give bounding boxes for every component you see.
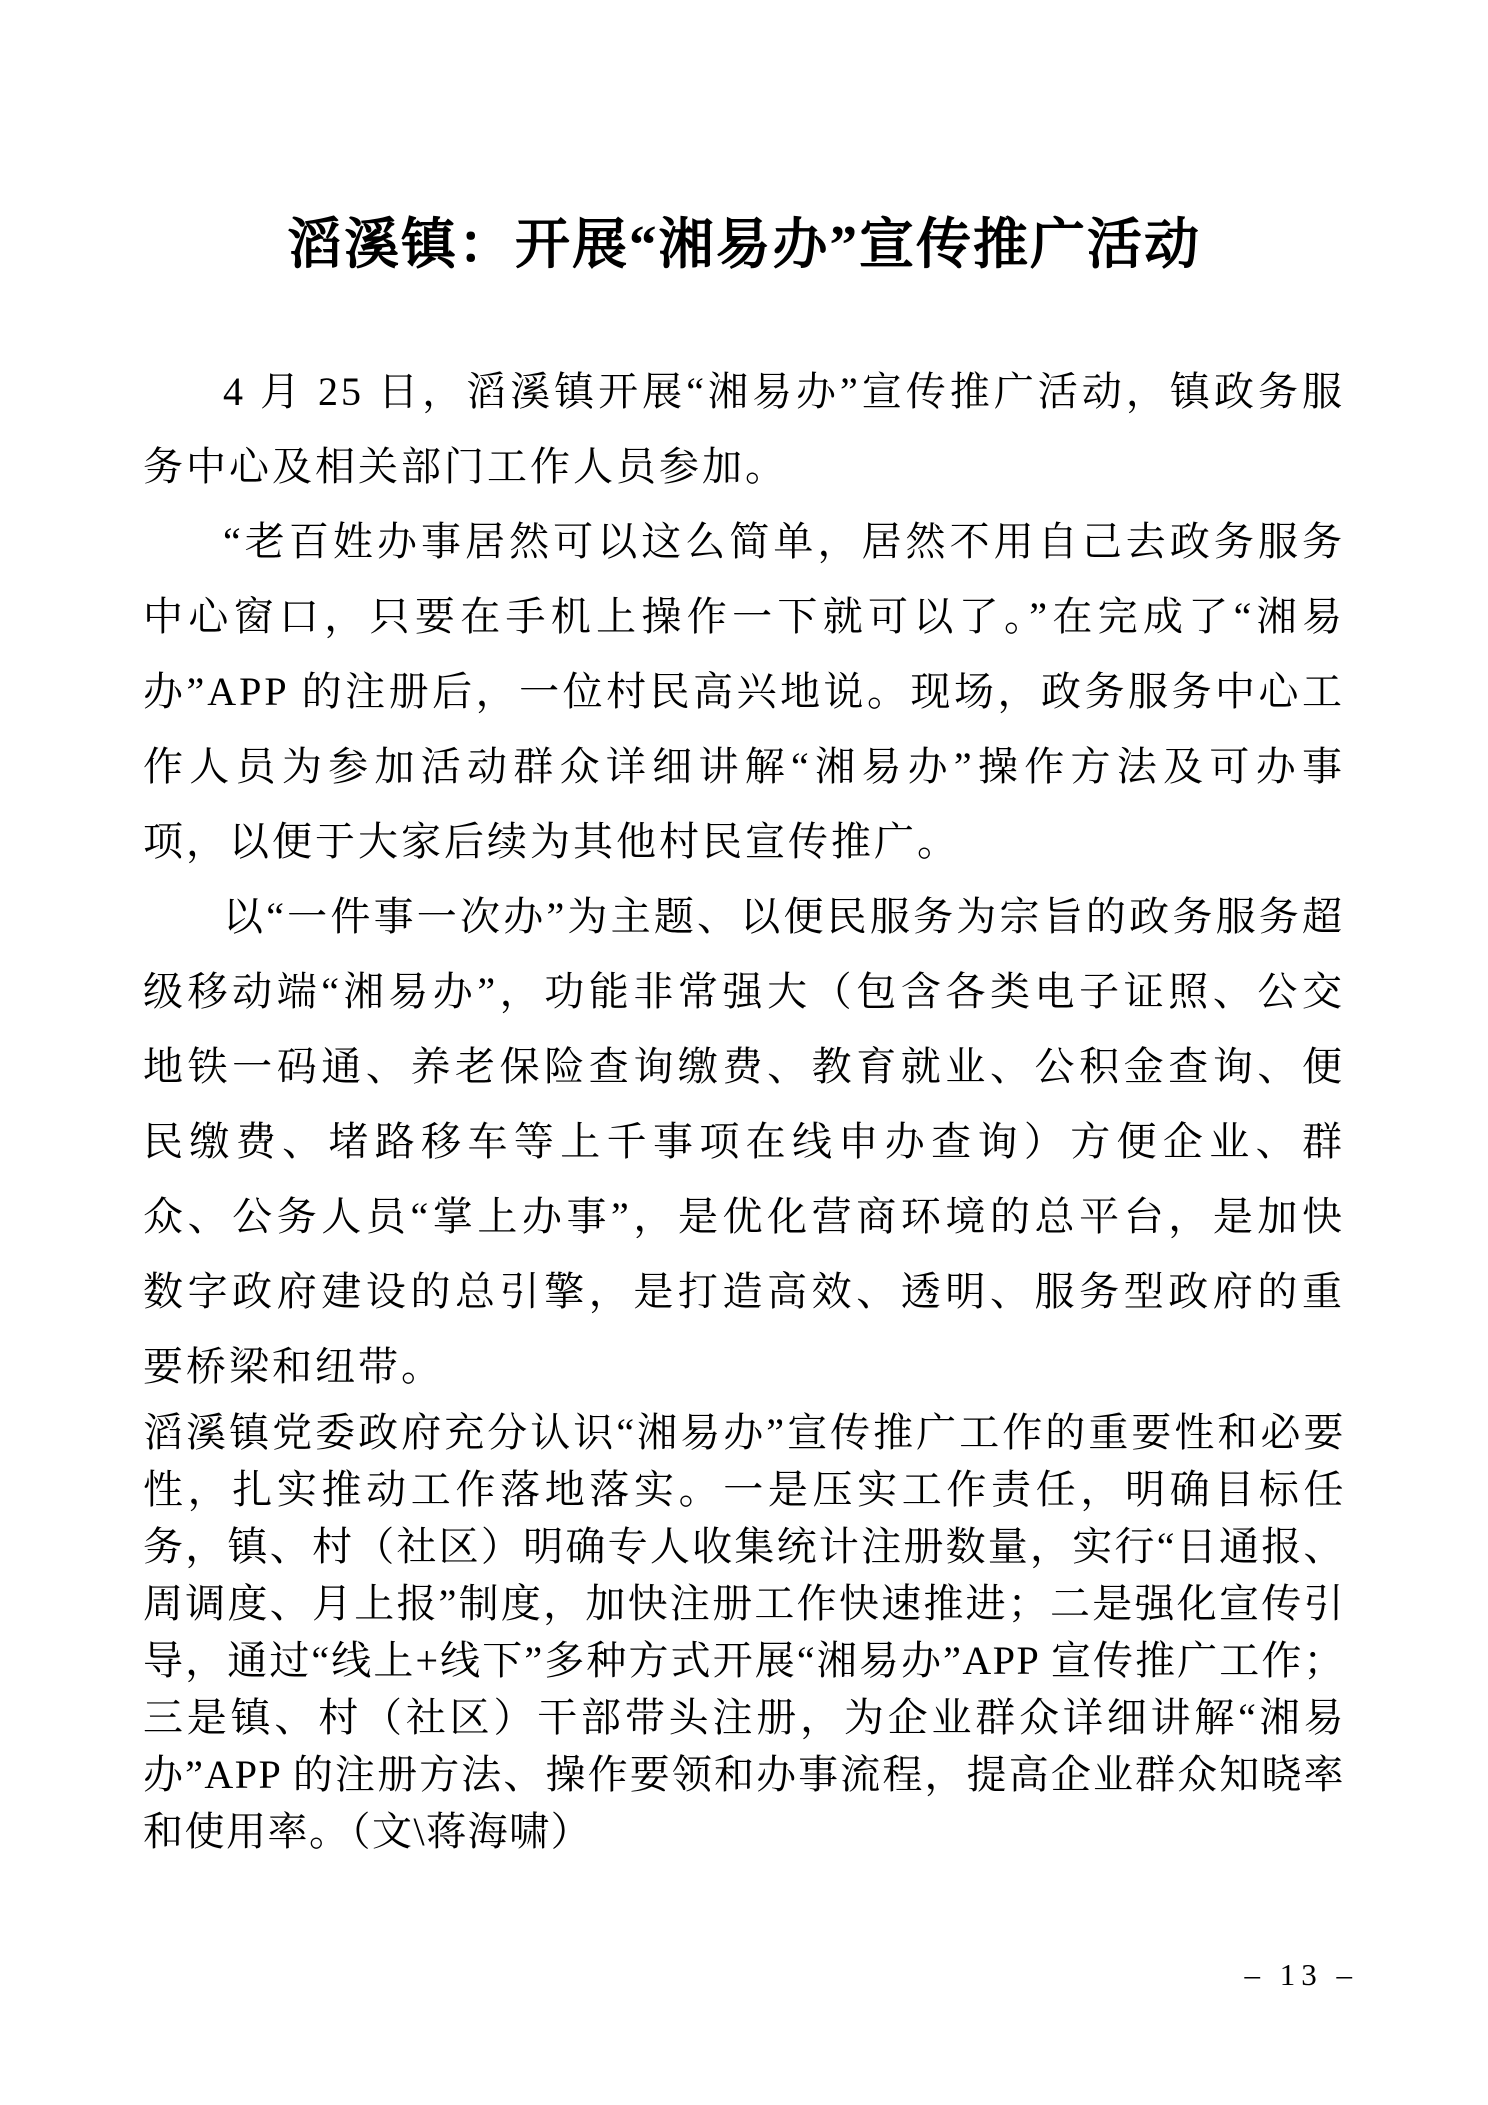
body-paragraph-1: 4 月 25 日，滔溪镇开展“湘易办”宣传推广活动，镇政务服务中心及相关部门工作人员参加。 <box>143 369 1345 490</box>
document-content <box>143 208 1345 1860</box>
body-paragraph-4: 滔溪镇党委政府充分认识“湘易办”宣传推广工作的重要性和必要性，扎实推动工作落地落实。一是压实工作责任，明确目标任务，镇、村（社区）明确专人收集统计注册数量，实行“日通报、周调度、月上报”制度，加快注册工作快速推进；二是强化宣传引导，通过“线上+线下”多种方式开展“湘易办”APP 宣传推广工作；三是镇、村（社区）干部带头注册，为企业群众详细讲解“湘易办”APP 的注册方法、操作要领和办事流程，提高企业群众知晓率和使用率。（文\蒋海啸） <box>143 1410 1345 1855</box>
body-paragraph-3: 以“一件事一次办”为主题、以便民服务为宗旨的政务服务超级移动端“湘易办”，功能非常强大（包含各类电子证照、公交地铁一码通、养老保险查询缴费、教育就业、公积金查询、便民缴费、堵路移车等上千事项在线申办查询）方便企业、群众、公务人员“掌上办事”，是优化营商环境的总平台，是加快数字政府建设的总引擎，是打造高效、透明、服务型政府的重要桥梁和纽带。 <box>143 894 1345 1390</box>
document-title: 滔溪镇：开展“湘易办”宣传推广活动 <box>286 214 1201 275</box>
page-number: – 13 – <box>1244 1957 1358 1992</box>
body-paragraph-2: “老百姓办事居然可以这么简单，居然不用自己去政务服务中心窗口，只要在手机上操作一下就可以了。”在完成了“湘易办”APP 的注册后，一位村民高兴地说。现场，政务服务中心工作人员为参加活动群众详细讲解“湘易办”操作方法及可办事项，以便于大家后续为其他村民宣传推广。 <box>143 519 1345 865</box>
